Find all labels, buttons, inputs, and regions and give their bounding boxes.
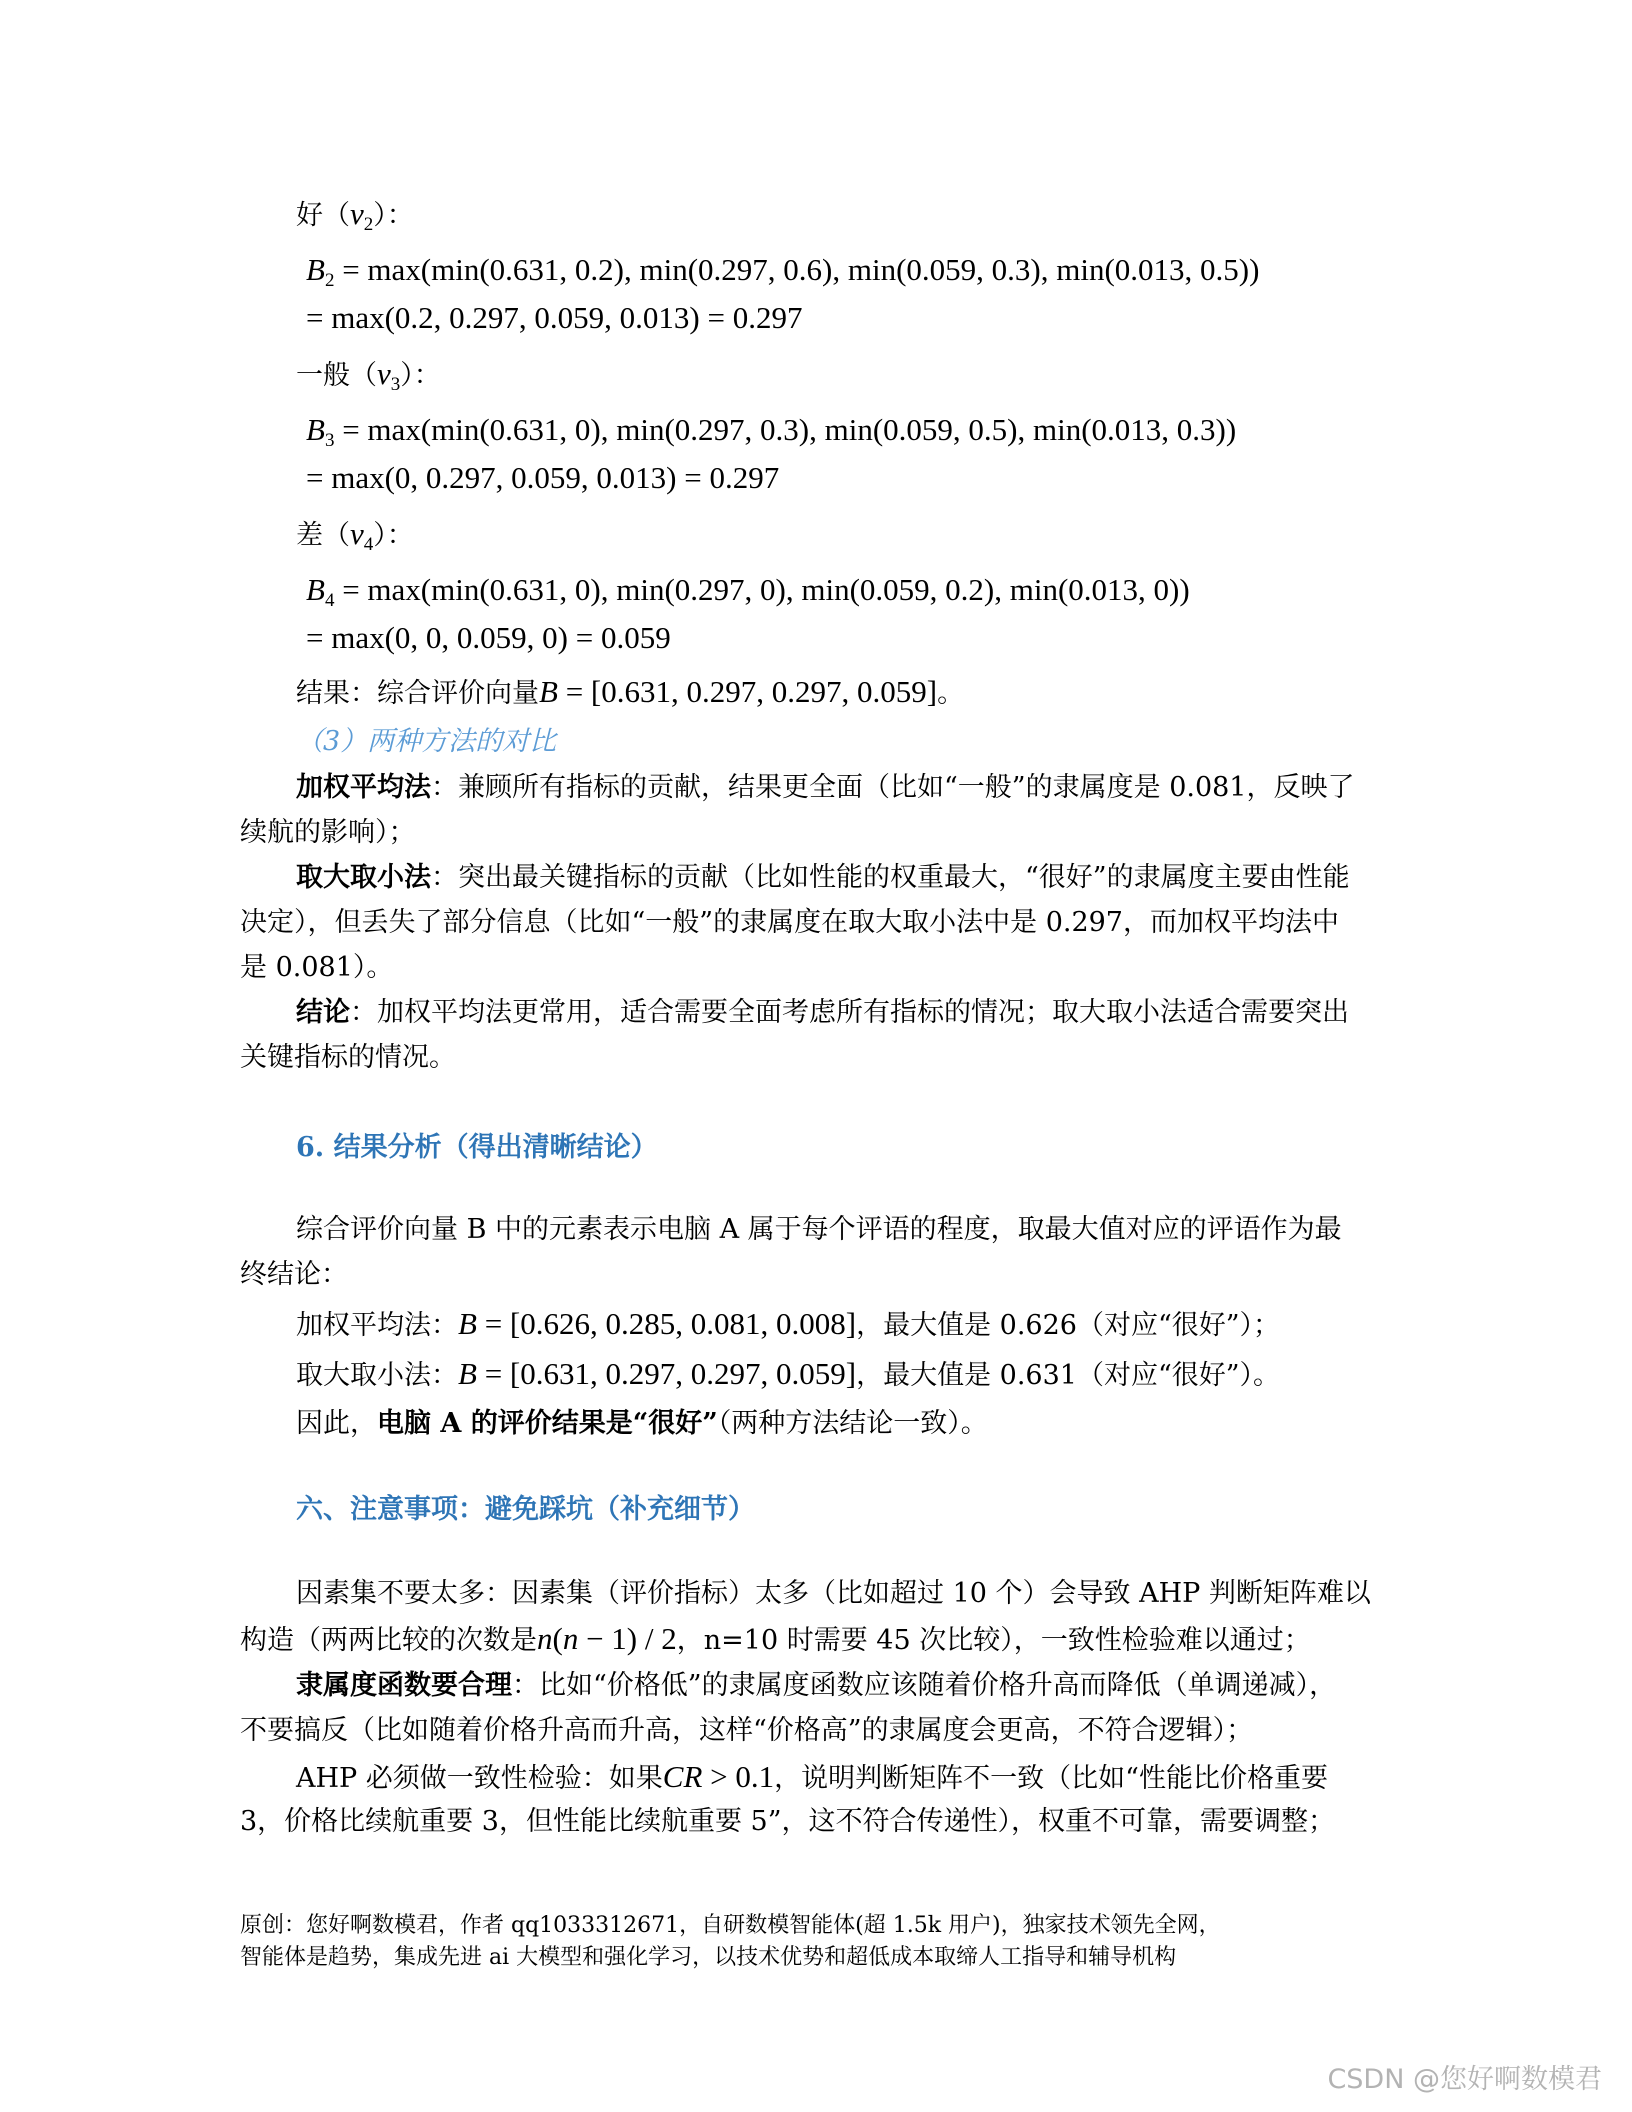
- weighted-result-line: 加权平均法：B = [0.626, 0.285, 0.081, 0.008]，最大值是 0.626（对应“很好”）；: [296, 1306, 1281, 1341]
- maxmin-result-line: 取大取小法：B = [0.631, 0.297, 0.297, 0.059]，最大值是 0.631（对应“很好”）。: [296, 1356, 1281, 1391]
- analysis-line1: 综合评价向量 B 中的元素表示电脑 A 属于每个评语的程度，取最大值对应的评语作为最: [296, 1214, 1342, 1245]
- note3-line1: AHP 必须做一致性检验：如果CR > 0.1，说明判断矩阵不一致（比如“性能比价格重要: [296, 1759, 1328, 1794]
- note3-line2: 3，价格比续航重要 3，但性能比续航重要 5”，这不符合传递性），权重不可靠，需要调整；: [240, 1806, 1336, 1837]
- result-line: 结果：综合评价向量B = [0.631, 0.297, 0.297, 0.059]。: [296, 674, 965, 709]
- maxmin-line2: 决定），但丢失了部分信息（比如“一般”的隶属度在取大取小法中是 0.297，而加权平均法中: [240, 907, 1339, 938]
- grade-good-label: 好$(v_2)$：: [296, 196, 414, 235]
- note1-line2: 构造（两两比较的次数是n(n − 1) / 2，n=10 时需要 45 次比较），一致性检验难以通过；: [240, 1621, 1311, 1656]
- weighted-line2: 续航的影响）；: [240, 817, 416, 848]
- subheading-compare: （3）两种方法的对比: [296, 726, 557, 757]
- b3-formula-line1: $B_3 = \max(\min(0.631$, 0), min(0.297, 0.3), min(0.059, 0.5), min(0.013, 0.3)): [306, 412, 1237, 451]
- conclusion-line2: 关键指标的情况。: [240, 1042, 456, 1073]
- maxmin-line1: 取大取小法：突出最关键指标的贡献（比如性能的权重最大，“很好”的隶属度主要由性能: [296, 862, 1350, 893]
- footer-line1: 原创：您好啊数模君，作者 qq1033312671，自研数模智能体(超 1.5k 用户)，独家技术领先全网，: [240, 1913, 1221, 1938]
- note2-line2: 不要搞反（比如随着价格升高而升高，这样“价格高”的隶属度会更高，不符合逻辑）；: [240, 1715, 1254, 1746]
- b2-formula-line1: $B_2 = \max(\min(0.631$, 0.2), min(0.297, 0.6), min(0.059, 0.3), min(0.013, 0.5)): [306, 252, 1260, 291]
- maxmin-line3: 是 0.081）。: [240, 952, 394, 983]
- b4-formula-line2: = max(0, 0, 0.059, 0) = 0.059: [306, 620, 671, 655]
- b4-formula-line1: $B_4 = \max(\min(0.631$, 0), min(0.297, 0), min(0.059, 0.2), min(0.013, 0)): [306, 572, 1190, 611]
- final-result-line: 因此，电脑 A 的评价结果是“很好”（两种方法结论一致）。: [296, 1408, 988, 1439]
- b2-formula-line2: = max(0.2, 0.297, 0.059, 0.013) = 0.297: [306, 300, 803, 335]
- weighted-line1: 加权平均法：兼顾所有指标的贡献，结果更全面（比如“一般”的隶属度是 0.081，反映了: [296, 772, 1355, 803]
- csdn-watermark: CSDN @您好啊数模君: [1327, 2064, 1602, 2095]
- grade-general-label: 一般$(v_3)$：: [296, 356, 441, 395]
- section-six-heading: 六、注意事项：避免踩坑（补充细节）: [296, 1494, 755, 1525]
- section-6-heading: 6. 结果分析（得出清晰结论）: [296, 1132, 658, 1163]
- footer-line2: 智能体是趋势，集成先进 ai 大模型和强化学习，以技术优势和超低成本取缔人工指导和辅导机构: [240, 1945, 1177, 1970]
- note2-line1: 隶属度函数要合理：比如“价格低”的隶属度函数应该随着价格升高而降低（单调递减），: [296, 1670, 1337, 1701]
- b3-formula-line2: = max(0, 0.297, 0.059, 0.013) = 0.297: [306, 460, 780, 495]
- note1-line1: 因素集不要太多：因素集（评价指标）太多（比如超过 10 个）会导致 AHP 判断矩阵难以: [296, 1578, 1371, 1609]
- analysis-line2: 终结论：: [240, 1259, 348, 1290]
- conclusion-line1: 结论：加权平均法更常用，适合需要全面考虑所有指标的情况；取大取小法适合需要突出: [296, 997, 1349, 1028]
- grade-poor-label: 差$(v_4)$：: [296, 516, 414, 555]
